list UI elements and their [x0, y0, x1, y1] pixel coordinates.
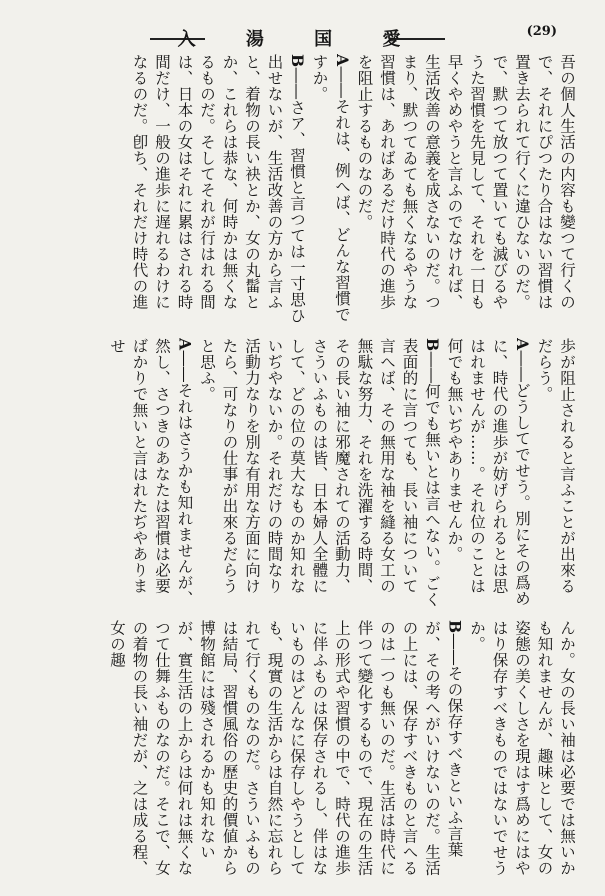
- paragraph: [128, 54, 308, 324]
- text-band-bottom: [22, 620, 578, 888]
- speaker-label: A: [175, 338, 195, 351]
- paragraph: [106, 338, 196, 608]
- paragraph: [196, 338, 444, 608]
- running-header-title: 入 湯 国 愛: [177, 29, 423, 50]
- speaker-label: B: [423, 338, 442, 352]
- speaker-label: B: [445, 620, 465, 634]
- paragraph-text: ――何でも無いとは言へない。ごく表面的に言つても、長い袖について言へば、その無用な袖を縫る女工の無駄な努力、それを洗濯する時間、その長い袖に邪魔されての活動力、さういふものは皆、日本婦人全體にして、どの位の莫大なものか知れないぢやないか。それだけの時間なり活動力なりを別な有用な方面に向けたら、可なりの仕事が出來るだらうと思ふ。: [198, 338, 441, 608]
- paragraph: [353, 54, 578, 324]
- paragraph-text: んか。女の長い袖は必要では無いかも知れませんが、趣味として、女の姿態の美くしさを現はす爲めにはやはり保存すべきものではないでせうか。: [468, 620, 576, 876]
- paragraph-text: ――それは、例へば、どんな習慣ですか。: [310, 54, 351, 323]
- paragraph-text: 吾の個人生活の内容も變つて行くので、それにぴつたり合はない習慣は置き去られて行くに違ひないのだ。で、默つて放つて置いても滅びるやうた習慣を先見して、それを一日も早くやめやうと言ふのでなければ、生活改善の意義を成さないのだ。つまり、默つてゐても無くなるやうな習慣は、あればあるだけ時代の進歩を阻止するものなのだ。: [355, 54, 576, 310]
- page-number: (29): [526, 24, 557, 39]
- paragraph: [533, 338, 578, 608]
- speaker-label: B: [288, 54, 307, 68]
- speaker-label: A: [513, 338, 532, 351]
- paragraph: [443, 338, 533, 608]
- paragraph-text: ――さア、習慣と言つては一寸思ひ出せないが、生活改善の方から言ふと、着物の長い袂とか、女の丸髷とか、これらは恭な、何時かは無くなるものだ。そしてそれが行はれる間は、日本の女はそれに累はされる時間だけ、一般の進歩に遅れるわけになるのだ。卽ち、それだけ時代の進: [130, 54, 306, 324]
- text-band-top: [22, 54, 578, 324]
- paragraph: [308, 54, 353, 324]
- speaker-label: A: [333, 54, 352, 67]
- paragraph: [106, 620, 466, 888]
- paragraph-text: ――どうしてでせう。別にその爲めに、時代の進歩が妨げられるとは思はれませんが……。それ位のことは何でも無いぢやありませんか。: [445, 338, 531, 607]
- paragraph-text: ――その保存すべきといふ言葉が、その考へがいけないのだ。生活の上には、保存すべきものと言へるのは一つも無いのだ。生活は時代に伴つて變化するもので、現在の生活上の形式や習慣の中で、時代の進歩に伴ふものは保存されるし、伴はないものはどんなに保存しやうとしても、現實の生活からは自然に忘れられて行くものなのだ。さういふものは結局、習慣風俗の歷史的價値から博物館には殘されるかも知れないが、實生活の上からは何れは無くなつて仕舞ふものなのだ。そこで、女の着物の長い袖だが、之は成る程、女の趣: [108, 620, 464, 876]
- paragraph-text: 歩が阻止されると言ふことが出來るだらう。: [535, 338, 576, 594]
- paragraph: [466, 620, 579, 888]
- paragraph-text: ――それはさうかも知れませんが、然し、さつきのあなたは習慣は必要ばかりで無いと言はれたぢやありませ: [108, 338, 194, 607]
- text-band-middle: [22, 338, 578, 608]
